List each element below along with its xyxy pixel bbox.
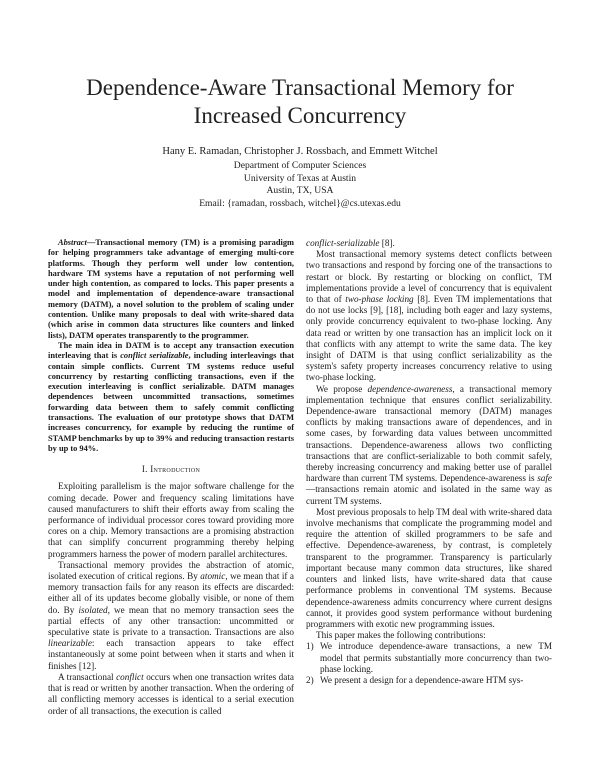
intro-paragraph-2: Transactional memory provides the abstraction of atomic, isolated execution of critical regions. By atomic, we mean that if a memory transaction fails for any reason its effects are discarded: either all of its updates become globally visible, or none of them do. By isolated, we mean that no memory transaction sees the partial effects of any other transaction: uncommitted or speculative state is private to a transaction. Transactions are also linearizable: each transaction appears to take effect instantaneously at some point between when it starts and when it finishes [12]. [48,559,295,671]
list-item: 2) We present a design for a dependence-aware HTM sys- [306,674,524,685]
intro-paragraph-3: A transactional conflict occurs when one transaction writes data that is read or written by another transaction. When the ordering of all conflicting memory accesses is identical to a serial execution order of all transactions, the execution is called [48,671,294,716]
affiliation-city: Austin, TX, USA [266,185,334,196]
right-column [306,238,552,686]
list-item: 1) We introduce dependence-aware transactions, a new TM model that permits substantially more concurrency than two-phase locking. [306,641,552,674]
paper-title: Dependence-Aware Transactional Memory for Increased Concurrency [86,75,514,128]
intro-paragraph-4: Most transactional memory systems detect conflicts between two transactions and respond by forcing one of the transactions to restart or block. By restarting or blocking on conflict, TM implementations provide a level of concurrency that is equivalent to that of two-phase locking [8]. Even TM implementations that do not use locks [9], [18], including both eager and lazy systems, only provide concurrency equivalent to two-phase locking. Any data read or written by one transaction has an implicit lock on it that conflicts with any attempt to write the same data. The key insight of DATM is that using conflict serializability as the system's safety property increases concurrency relative to using two-phase locking. [306,249,552,383]
abstract-label: Abstract [58,238,87,247]
intro-paragraph-5: We propose dependence-awareness, a transactional memory implementation technique that ensures conflict serializability. Dependence-aware transactional memory (DATM) manages conflicts by making transactions aware of dependences, and in some cases, by forwarding data values between uncommitted transactions. Dependence-awareness allows two conflicting transactions that are conflict-serializable to both commit safely, thereby increasing concurrency and making better use of parallel hardware than current TM systems. Dependence-awareness is safe—transactions remain atomic and isolated in the same way as current TM systems. [306,383,552,506]
intro-paragraph-3-continued: conflict-serializable [8]. [306,238,395,248]
intro-paragraph-6: Most previous proposals to help TM deal with write-shared data involve mechanisms that complicate the programming model and require the attention of skilled programmers to be safe and effective. Dependence-awareness, by contrast, is completely transparent to the programmer. Transparency is particularly important because many common data structures, like shared counters and linked lists, have write-shared data that cause performance problems in conventional TM systems. Because dependence-awareness admits concurrency where current designs cannot, it provides good system performance without burdening programmers with exotic new programming issues. [306,506,552,629]
abstract-paragraph-1: Abstract—Transactional memory (TM) is a promising paradigm for helping programmers take advantage of emerging multi-core platforms. Though they perform well under low contention, hardware TM systems have a reputation of not performing well under high contention, as compared to locks. This paper presents a model and implementation of dependence-aware transactional memory (DATM), a novel solution to the problem of scaling under contention. Unlike many proposals to deal with write-shared data (which arise in common data structures like counters and linked lists), DATM operates transparently to the programmer. [48,238,294,340]
affiliation-university: University of Texas at Austin [243,172,357,184]
affiliation-department: Department of Computer Sciences [233,160,367,171]
section-heading-introduction: I. Introduction [141,464,201,475]
author-list: Hany E. Ramadan, Christopher J. Rossbach, and Emmett Witchel [162,146,438,157]
abstract-dash: — [86,238,96,247]
contributions-list [306,641,552,686]
intro-paragraph-7: This paper makes the following contributions: [316,630,486,641]
abstract-paragraph-2: The main idea in DATM is to accept any transaction execution interleaving that is conflict serializable, including interleavings that contain simple conflicts. Current TM systems reduce useful concurrency by restarting conflicting transactions, even if the execution interleaving is conflict serializable. DATM manages dependences between uncommitted transactions, sometimes forwarding data between them to safely commit conflicting transactions. The evaluation of our prototype shows that DATM increases concurrency, for example by reducing the runtime of STAMP benchmarks by up to 39% and reducing transaction restarts by up to 94%. [48,340,295,453]
intro-paragraph-1: Exploiting parallelism is the major software challenge for the coming decade. Power and frequency scaling limitations have caused manufacturers to shift their efforts away from scaling the performance of individual processor cores toward providing more cores on a chip. Memory transactions are a promising abstraction that can simplify concurrent programming thereby helping programmers harness the power of modern parallel architectures. [48,481,294,559]
affiliation-email: Email: {ramadan, rossbach, witchel}@cs.utexas.edu [199,197,401,209]
left-column [48,238,294,717]
